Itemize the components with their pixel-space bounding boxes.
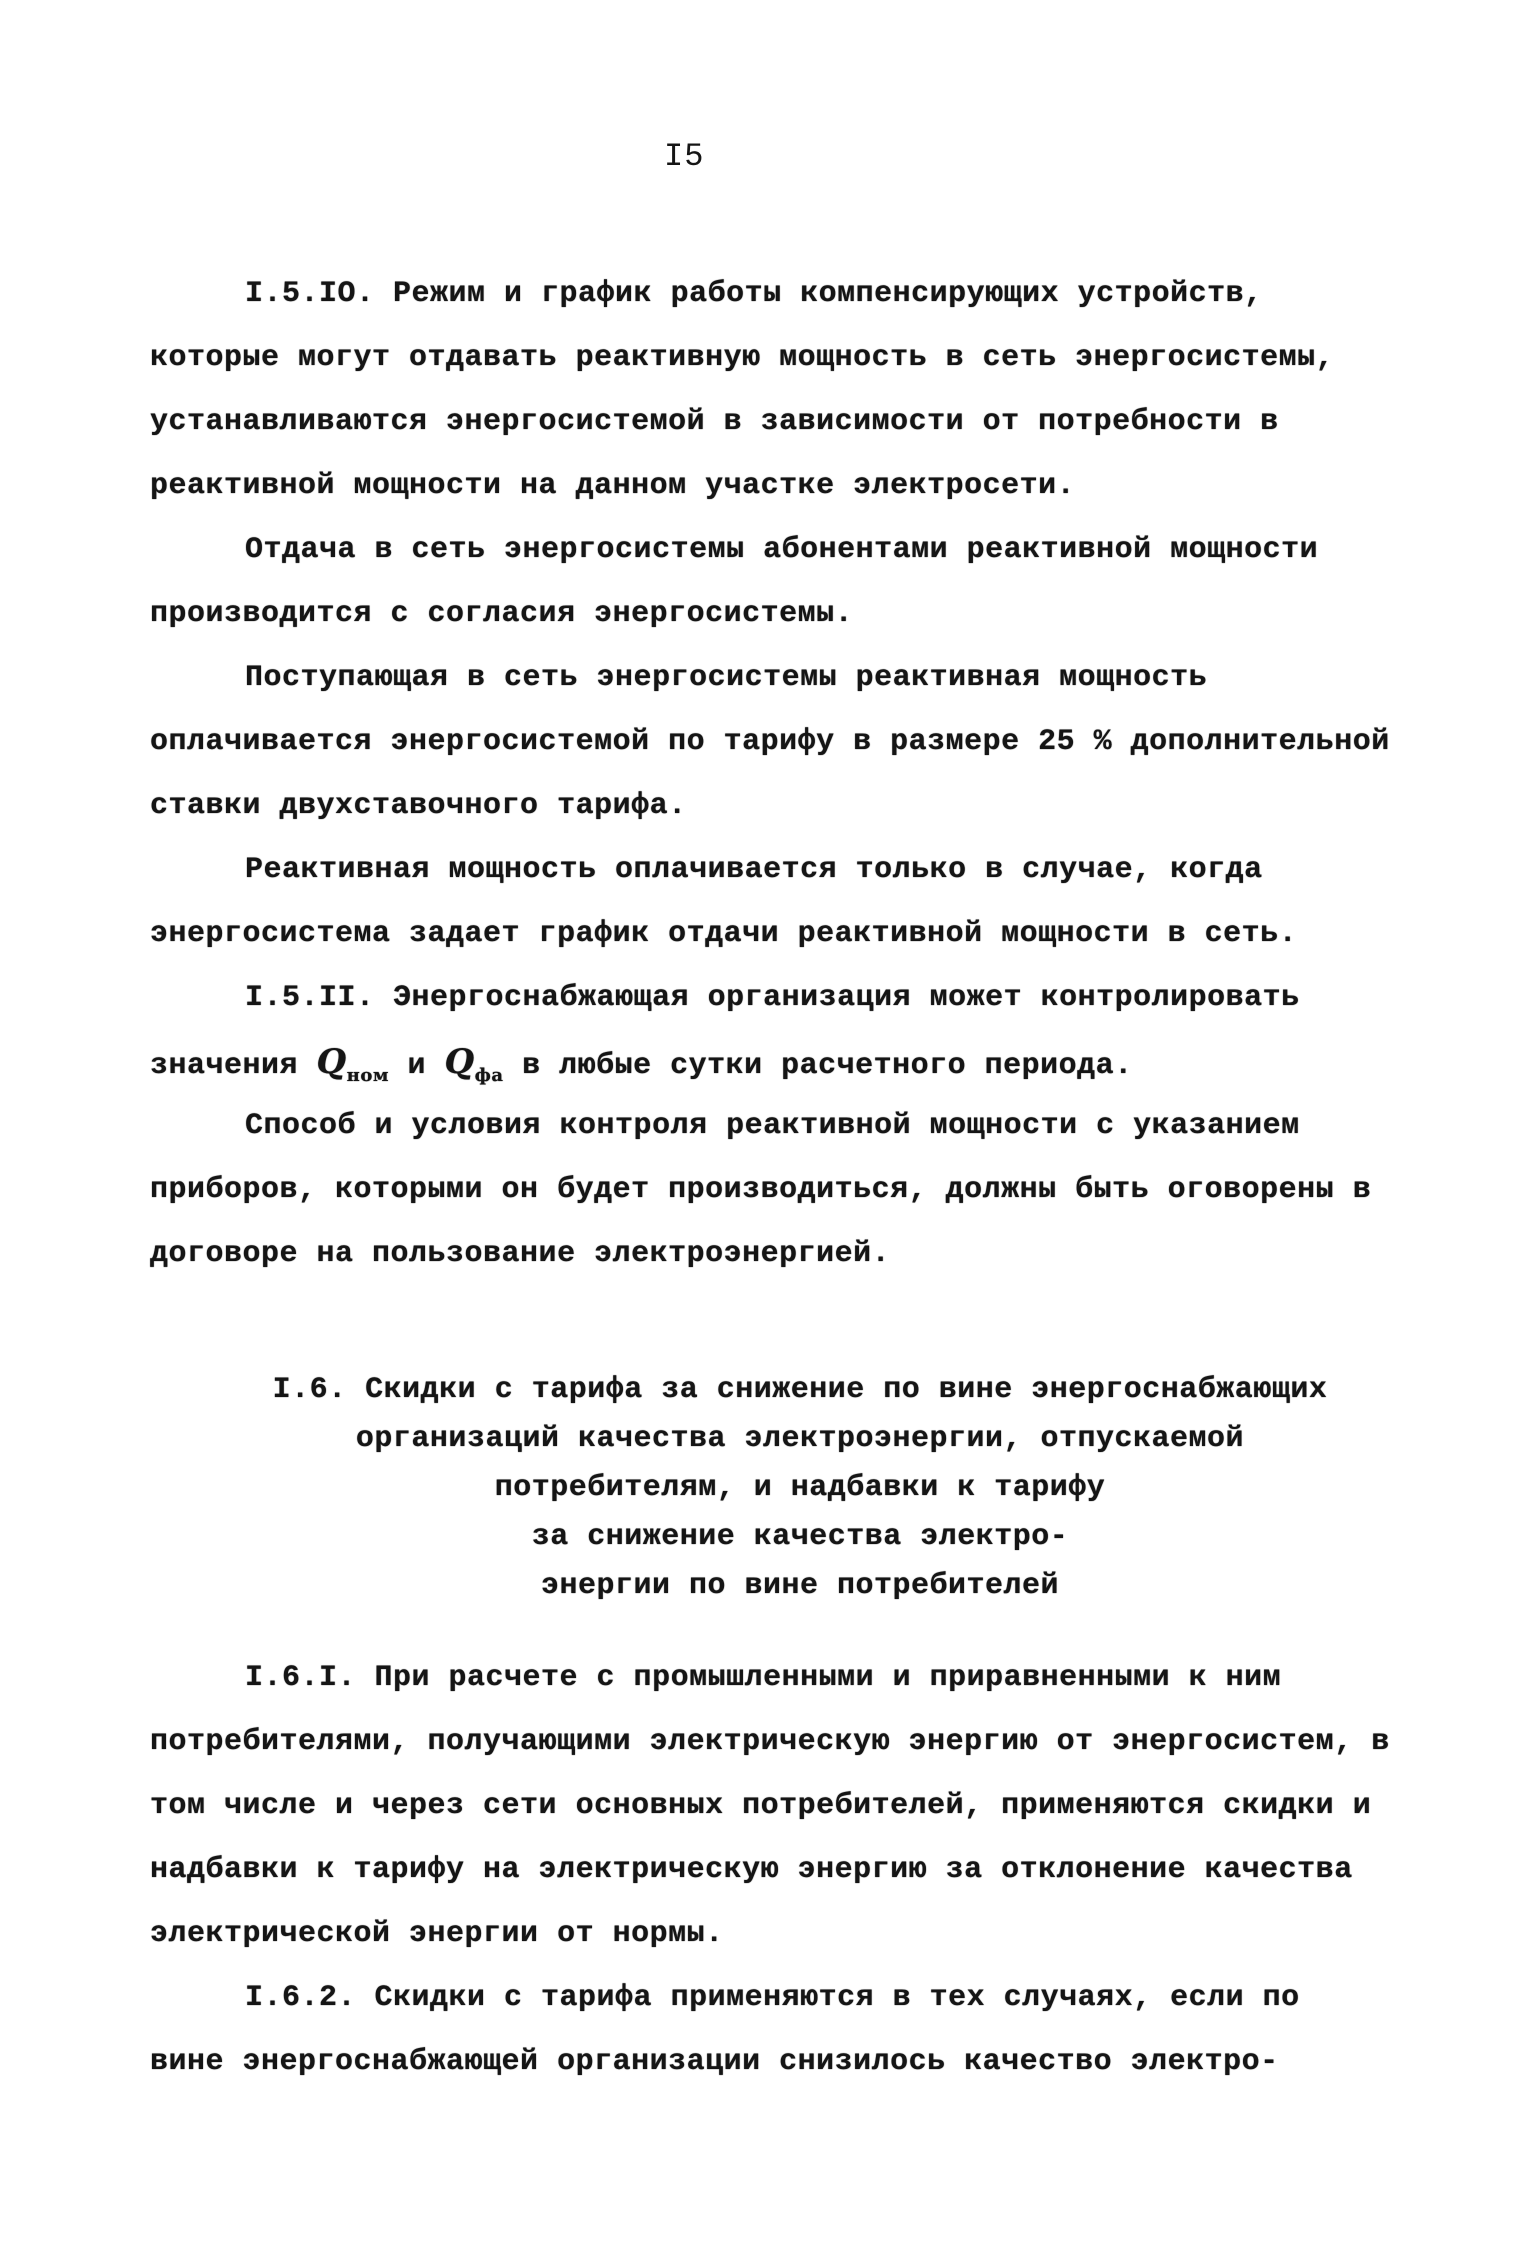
symbol-q-fa: $Q_{фа}$ [444,1042,504,1086]
paragraph-otdacha: Отдача в сеть энергосистемы абонентами реактивной мощности производится с согласия энергосистемы. [150,533,1319,631]
heading-line: потребителям, и надбавки к тарифу [494,1471,1106,1505]
paragraph-1-5-11-end: в любые сутки расчетного периода. [522,1049,1133,1083]
heading-line: I.6. Скидки с тарифа за снижение по вине энергоснабжающих [272,1373,1328,1407]
paragraph-postupayushchaya: Поступающая в сеть энергосистемы реактивная мощность оплачивается энергосистемой по тарифу в размере 25 % дополнительной ставки двухставочного тарифа. [150,661,1390,823]
paragraph-1-6-1: I.6.I. При расчете с промышленными и приравненными к ним потребителями, получающими электрическую энергию от энергосистем, в том числе и через сети основных потребителей, применяются скидки и надбавки к тарифу на электрическую энергию за отклонение качества электрической энергии от нормы. [150,1661,1390,1951]
page-number: I5 [664,138,705,175]
paragraph-1-5-11-start: I.5.II. Энергоснабжающая организация может контролировать значения [150,981,1300,1083]
heading-line: организаций качества электроэнергии, отпускаемой [355,1422,1245,1456]
paragraph-1-5-11-mid: и [407,1049,427,1083]
section-heading-1-6 [230,1366,1370,1611]
symbol-q-nom: $Q_{ном}$ [316,1042,389,1086]
paragraph-sposob: Способ и условия контроля реактивной мощности с указанием приборов, которыми он будет производиться, должны быть оговорены в договоре на пользование электроэнергией. [150,1109,1372,1271]
paragraph-1-5-10: I.5.IO. Режим и график работы компенсирующих устройств, которые могут отдавать реактивную мощность в сеть энергосистемы, устанавливаются энергосистемой в зависимости от потребности в реактивной мощности на данном участке электросети. [150,277,1335,503]
heading-line: энергии по вине потребителей [540,1569,1060,1603]
heading-line: за снижение качества электро- [531,1520,1069,1554]
paragraph-1-5-11 [150,966,1390,1108]
paragraph-1-6-2: I.6.2. Скидки с тарифа применяются в тех случаях, если по вине энергоснабжающей организации снизилось качество электро- [150,1981,1300,2079]
paragraph-reaktivnaya: Реактивная мощность оплачивается только в случае, когда энергосистема задает график отдачи реактивной мощности в сеть. [150,853,1298,951]
